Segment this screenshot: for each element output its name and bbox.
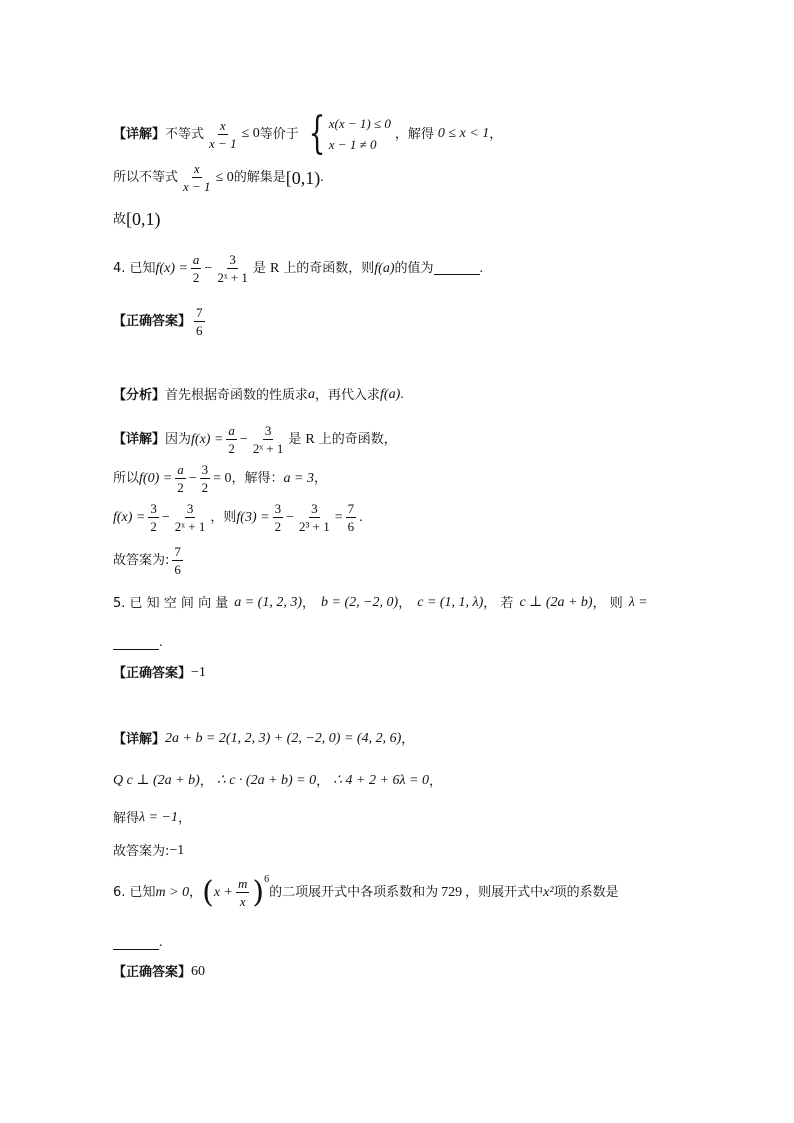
math: 2a + b = 2(1, 2, 3) + (2, −2, 0) = (4, 2, 6)	[165, 731, 402, 746]
math: [0,1)	[285, 167, 321, 188]
text: 所以	[113, 471, 140, 486]
text: 的值为	[394, 261, 434, 276]
text: 的二项展开式中各项系数和为	[269, 885, 439, 900]
question-6	[113, 874, 619, 910]
numerator: a	[228, 423, 235, 438]
math: f(a)	[374, 260, 395, 276]
math: R	[305, 431, 315, 447]
question-5-blank	[113, 636, 163, 650]
fraction	[215, 253, 250, 284]
answer-value: −1	[191, 665, 206, 680]
text: 的解集是	[233, 170, 286, 185]
math: λ = −1	[139, 810, 178, 825]
fraction	[194, 306, 205, 337]
text: ，	[199, 773, 213, 789]
numerator: x	[219, 117, 226, 133]
question-5	[113, 596, 648, 610]
text: 所以不等式	[113, 170, 179, 185]
math: a = 3	[283, 470, 314, 486]
math: x +	[213, 884, 234, 900]
denominator: x − 1	[183, 179, 211, 194]
numerator: 7	[196, 305, 203, 320]
math: λ =	[628, 595, 648, 610]
numerator: 7	[174, 544, 181, 559]
numerator: x	[193, 161, 200, 176]
answer-tag: 【正确答案】	[113, 665, 192, 681]
fraction	[200, 463, 211, 494]
text: 解得	[113, 810, 140, 826]
text: 是	[252, 261, 266, 276]
denominator: 2ˣ + 1	[252, 441, 284, 456]
denominator: 6	[174, 562, 181, 577]
numerator: 3	[150, 501, 157, 516]
text: .	[479, 260, 484, 276]
math: R	[269, 260, 280, 276]
denominator: 2³ + 1	[298, 519, 330, 534]
math: =	[334, 509, 343, 525]
fraction	[236, 877, 249, 908]
question-4	[113, 253, 483, 284]
text: 故答案为:	[113, 553, 170, 568]
vector-a: a = (1, 2, 3)	[234, 595, 302, 610]
fraction	[172, 545, 183, 576]
text: 因为	[165, 432, 192, 447]
answer-blank	[434, 262, 480, 275]
detail-tag: 【详解】	[113, 126, 166, 142]
denominator: 6	[347, 519, 355, 534]
math: f(0) =	[139, 470, 173, 486]
text: .	[159, 935, 163, 950]
math: −	[239, 431, 248, 447]
denominator: 2	[192, 270, 200, 285]
answer-4	[113, 306, 208, 337]
math: a	[308, 387, 316, 402]
text: 6. 已知	[113, 885, 156, 900]
text: 故	[113, 211, 127, 227]
text: ，	[398, 595, 412, 611]
right-paren-icon: )	[252, 874, 265, 910]
text: ，解得：	[231, 471, 284, 486]
denominator: x	[239, 894, 246, 909]
text: ，	[189, 885, 203, 900]
step-line-2	[113, 502, 363, 533]
math: c ⊥ (2a + b)	[519, 595, 593, 610]
fraction	[207, 119, 239, 150]
math: −	[204, 260, 213, 276]
math: [0,1)	[126, 209, 161, 229]
math: ∴ 4 + 2 + 6λ = 0	[333, 773, 429, 788]
numerator: 3	[186, 501, 194, 516]
math: −1	[169, 843, 185, 858]
system-row-1: x(x − 1) ≤ 0	[328, 116, 391, 131]
question-6-blank	[113, 936, 163, 950]
detail-4	[113, 424, 397, 455]
math: ≤ 0	[215, 169, 234, 185]
step-line-5	[113, 811, 191, 825]
math: ∴ c · (2a + b) = 0	[216, 773, 317, 788]
text: ，	[301, 595, 315, 611]
numerator: 7	[347, 501, 355, 516]
text: 上的奇函数，	[318, 432, 397, 447]
denominator: 2	[274, 519, 282, 534]
detail-line-3	[113, 210, 161, 228]
analysis-tag: 【分析】	[113, 387, 166, 403]
math: −	[286, 509, 294, 525]
fraction	[191, 253, 202, 284]
math: 0 ≤ x < 1	[437, 126, 490, 141]
math: Q c ⊥ (2a + b)	[113, 773, 200, 788]
fraction	[251, 424, 286, 455]
step-line-3	[113, 545, 186, 576]
numerator: a	[192, 252, 200, 267]
text: ，则展开式中	[465, 885, 544, 900]
text: .	[159, 635, 163, 650]
text: 首先根据奇函数的性质求	[165, 387, 309, 403]
fraction	[226, 424, 237, 455]
denominator: 2ˣ + 1	[217, 270, 248, 285]
text: 是	[288, 432, 302, 447]
numerator: 3	[201, 462, 209, 477]
text: 项的系数是	[553, 885, 619, 900]
text: ， 则	[592, 595, 623, 611]
answer-tag: 【正确答案】	[113, 964, 192, 980]
denominator: 2ˣ + 1	[174, 519, 206, 534]
step-line-1	[113, 463, 327, 494]
text: ，再代入求	[315, 387, 381, 403]
text: .	[400, 387, 404, 402]
fraction	[273, 502, 284, 533]
text: 上的奇函数，则	[283, 261, 375, 276]
text: ，	[313, 471, 327, 486]
numerator: 3	[311, 501, 318, 516]
math: f(x) =	[191, 431, 224, 447]
answer-5	[113, 666, 206, 680]
math: −	[161, 509, 170, 525]
math: f(a)	[380, 387, 401, 402]
detail-line-2	[113, 162, 324, 193]
text: ，解得	[394, 126, 434, 142]
math: −	[188, 470, 197, 486]
exponent: 6	[264, 874, 270, 885]
denominator: 2	[177, 480, 184, 495]
answer-blank	[113, 637, 159, 650]
detail-line-1	[113, 108, 503, 159]
vector-c: c = (1, 1, λ)	[417, 595, 484, 610]
fraction	[346, 502, 357, 533]
math: f(x) =	[155, 260, 188, 276]
step-line-6	[113, 844, 184, 858]
numerator: a	[177, 462, 184, 477]
math: 729	[441, 884, 463, 900]
denominator: 2	[228, 441, 235, 456]
text: ，	[489, 126, 503, 142]
fraction	[175, 463, 186, 494]
text: ， 若	[483, 595, 514, 611]
math: ≤ 0	[241, 126, 260, 141]
text: 4. 已知	[113, 261, 156, 276]
answer-6	[113, 965, 205, 979]
vector-b: b = (2, −2, 0)	[321, 595, 399, 610]
fraction	[297, 502, 332, 533]
denominator: 2	[150, 519, 157, 534]
math: x²	[543, 884, 554, 900]
math: m > 0	[155, 884, 190, 900]
denominator: 2	[201, 480, 209, 495]
denominator: 6	[196, 323, 203, 338]
left-paren-icon: (	[202, 874, 214, 910]
detail-tag: 【详解】	[113, 731, 166, 747]
fraction	[173, 502, 208, 533]
numerator: 3	[264, 423, 272, 438]
equation-system	[303, 108, 391, 159]
math: = 0	[213, 470, 232, 486]
text: ，	[428, 773, 442, 789]
text: 5. 已 知 空 间 向 量	[113, 595, 229, 611]
numerator: 3	[229, 252, 236, 267]
math: f(3) =	[236, 509, 270, 525]
fraction	[181, 162, 213, 193]
numerator: m	[238, 876, 248, 891]
denominator: x − 1	[209, 135, 237, 151]
math: f(x) =	[113, 509, 146, 525]
text: ，	[177, 810, 191, 826]
answer-blank	[113, 937, 159, 950]
system-row-2: x − 1 ≠ 0	[328, 137, 377, 152]
step-line-4	[113, 774, 442, 788]
text: .	[359, 509, 363, 525]
detail-5	[113, 732, 414, 746]
text: ，则	[210, 510, 237, 525]
detail-tag: 【详解】	[113, 432, 166, 447]
text: ，	[316, 773, 330, 789]
answer-value: 60	[191, 964, 206, 979]
text: 不等式	[165, 126, 205, 142]
answer-tag: 【正确答案】	[113, 314, 192, 329]
brace-icon: {	[308, 108, 326, 159]
text: .	[320, 169, 324, 185]
text: ，	[401, 731, 415, 747]
fraction	[148, 502, 159, 533]
numerator: 3	[274, 501, 282, 516]
analysis-4	[113, 388, 404, 402]
text: 等价于	[259, 126, 299, 142]
text: 故答案为:	[113, 843, 170, 859]
